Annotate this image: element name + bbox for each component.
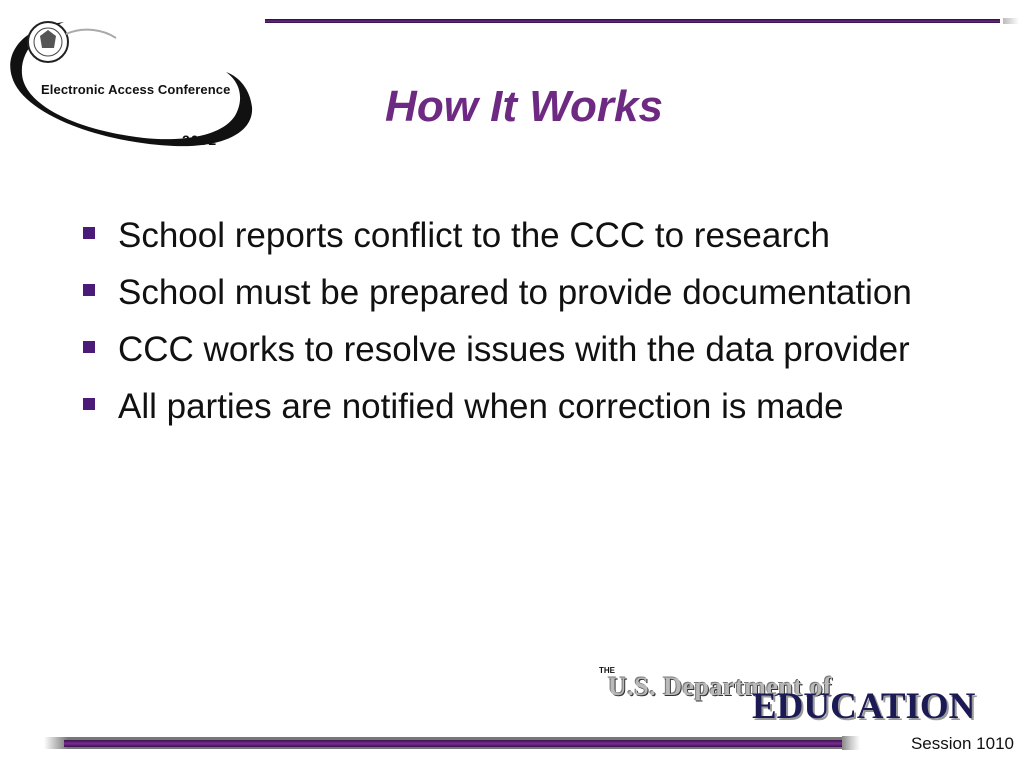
ed-logo-department: U.S. Department of bbox=[608, 672, 833, 701]
top-divider-line bbox=[265, 19, 1000, 23]
bullet-text: All parties are notified when correction is made bbox=[118, 387, 844, 426]
bullet-text: School reports conflict to the CCC to research bbox=[118, 216, 830, 255]
slide-title: How It Works bbox=[385, 82, 663, 131]
square-bullet-icon bbox=[83, 284, 95, 296]
conference-year: 2002 bbox=[182, 132, 218, 148]
ed-logo-education: EDUCATION bbox=[752, 686, 976, 727]
square-bullet-icon bbox=[83, 341, 95, 353]
department-of-education-logo bbox=[596, 663, 996, 727]
bullet-item bbox=[80, 326, 960, 373]
bullet-text: School must be prepared to provide documentation bbox=[118, 273, 912, 312]
bottom-divider-end bbox=[842, 736, 860, 750]
bullet-item bbox=[80, 383, 960, 430]
bullet-item bbox=[80, 212, 960, 259]
session-label: Session 1010 bbox=[910, 734, 1014, 753]
bottom-divider-line bbox=[64, 740, 844, 747]
square-bullet-icon bbox=[83, 227, 95, 239]
bullet-list bbox=[80, 212, 960, 440]
bullet-text: CCC works to resolve issues with the data provider bbox=[118, 330, 910, 369]
ed-logo-the: THE bbox=[599, 666, 615, 675]
square-bullet-icon bbox=[83, 398, 95, 410]
conference-name: Electronic Access Conference bbox=[41, 82, 231, 97]
top-divider-end bbox=[1003, 18, 1019, 24]
bullet-item bbox=[80, 269, 960, 316]
